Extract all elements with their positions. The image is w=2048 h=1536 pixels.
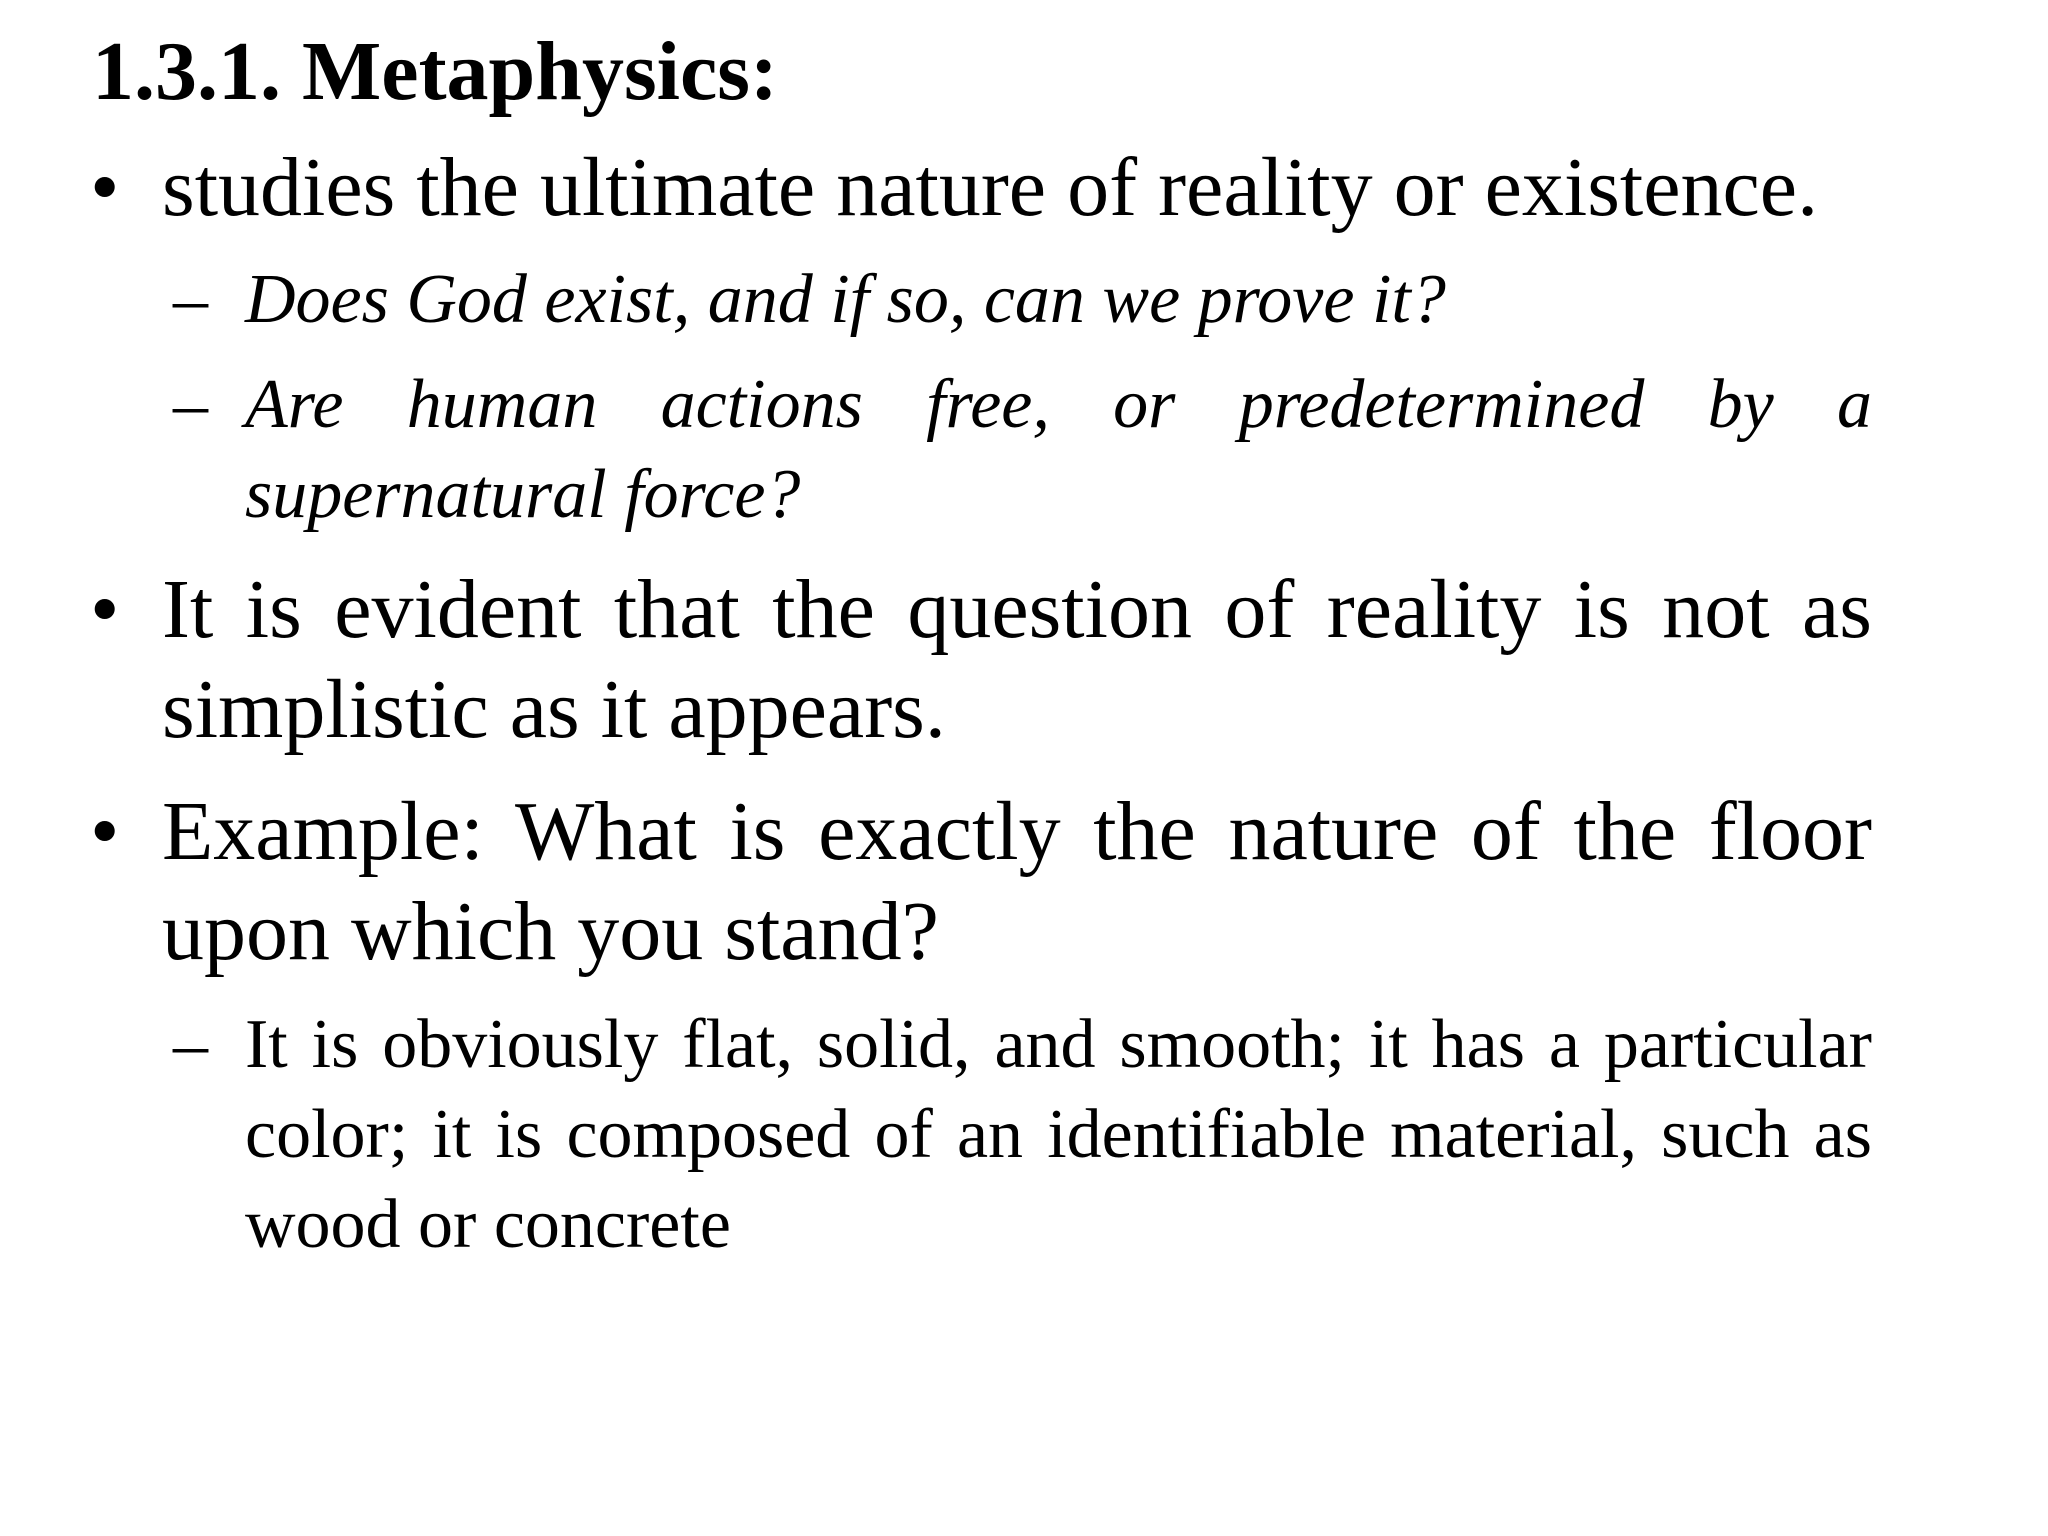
bullet-item [90, 560, 1872, 760]
dash-marker: – [173, 261, 208, 338]
sub-bullet-item [173, 255, 1872, 345]
bullet-marker: • [90, 141, 120, 234]
sub-bullet-text: Are human actions free, or predetermined by a supernatural force? [245, 366, 1872, 533]
bullet-text: studies the ultimate nature of reality or existence. [162, 141, 1819, 234]
dash-marker: – [173, 1006, 208, 1083]
dash-marker: – [173, 366, 208, 443]
bullet-marker: • [90, 563, 120, 656]
bullet-marker: • [90, 785, 120, 878]
sub-bullet-item [173, 1000, 1872, 1270]
bullet-text: Example: What is exactly the nature of the floor upon which you stand? [162, 785, 1872, 978]
bullet-item [90, 782, 1872, 982]
sub-bullet-text: Does God exist, and if so, can we prove it? [245, 261, 1446, 338]
sub-bullet-text: It is obviously flat, solid, and smooth; it has a particular color; it is composed of an identifiable material, such as wood or concrete [245, 1006, 1872, 1263]
bullet-item [90, 138, 1872, 238]
bullet-text: It is evident that the question of reality is not as simplistic as it appears. [162, 563, 1872, 756]
slide-title: 1.3.1. Metaphysics: [92, 25, 778, 118]
sub-bullet-item [173, 360, 1872, 540]
